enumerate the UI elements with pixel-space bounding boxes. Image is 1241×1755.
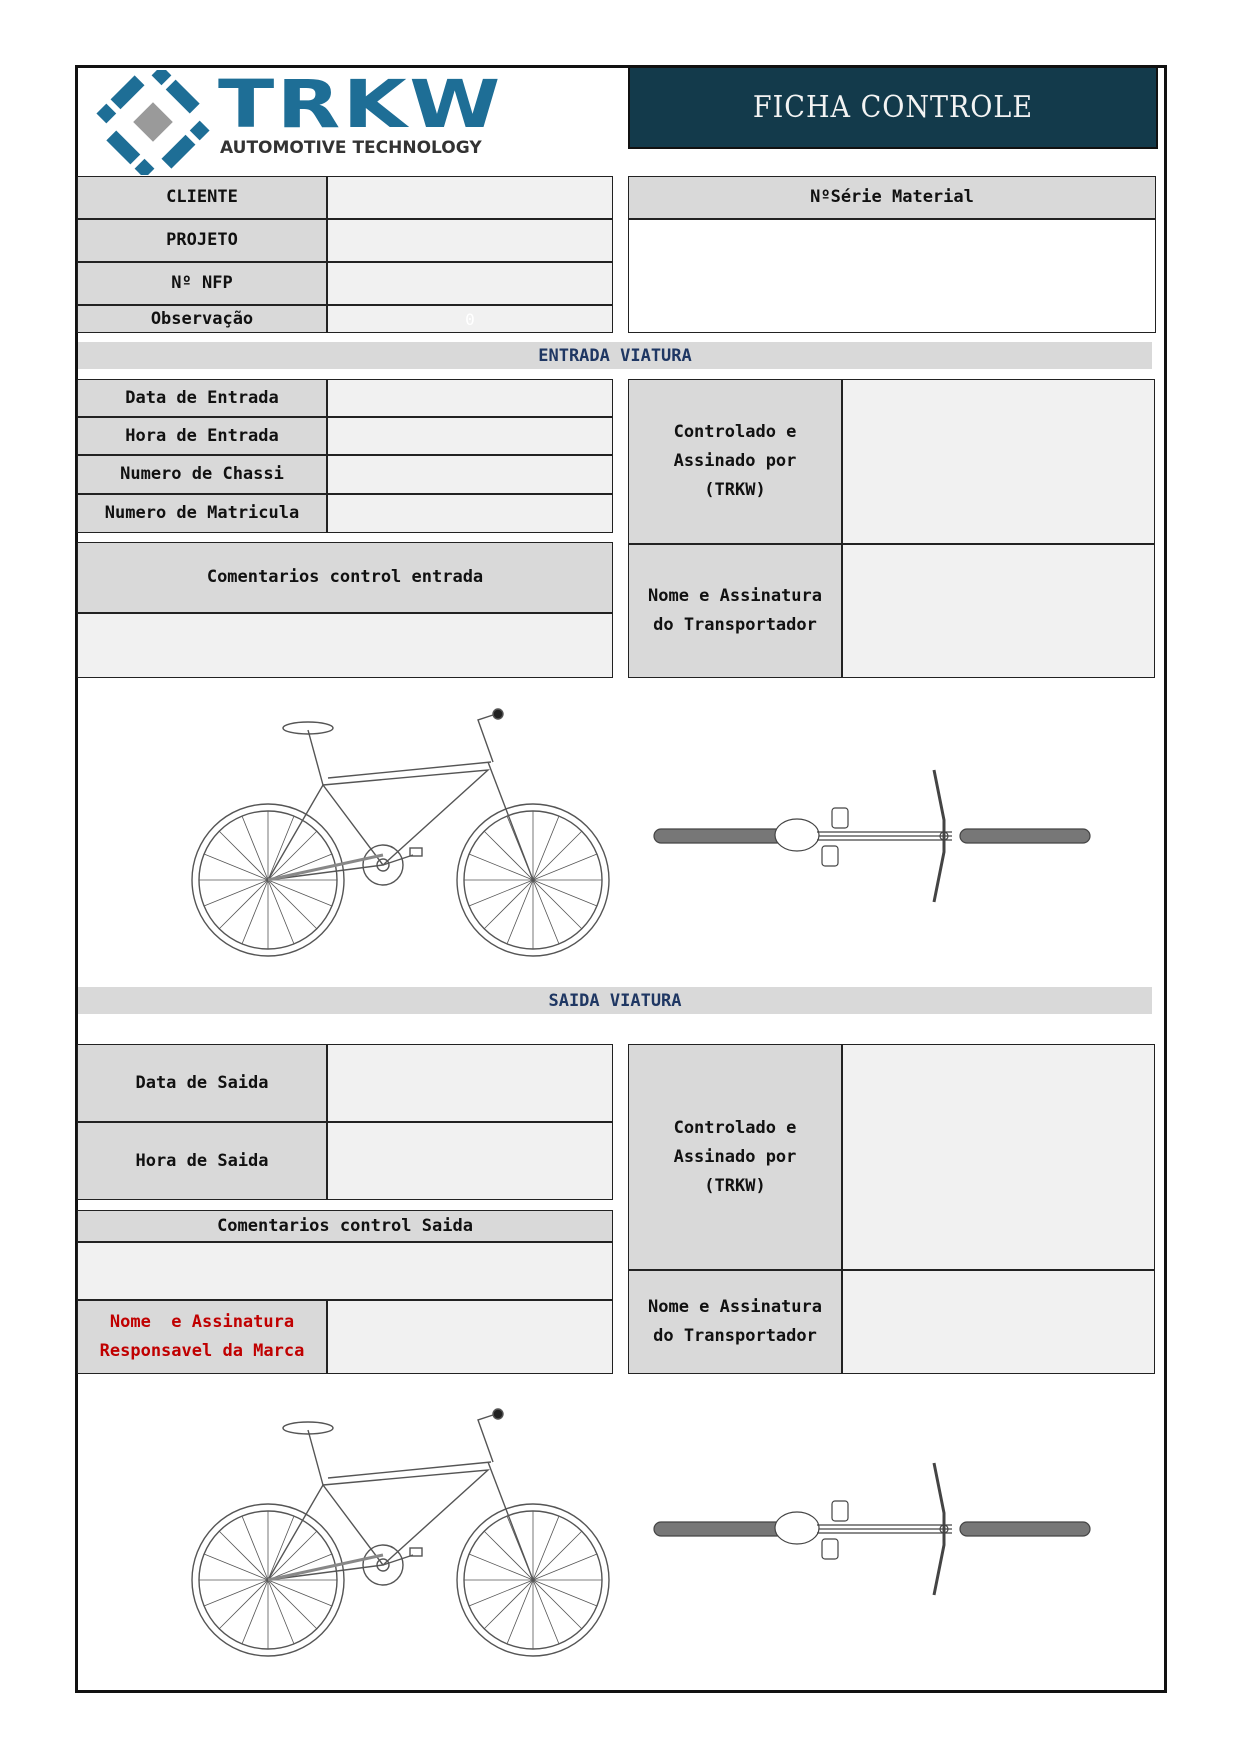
controlado-assinado-saida-field[interactable] <box>842 1044 1155 1270</box>
label-cliente: CLIENTE <box>77 176 327 219</box>
bicycle-top-icon <box>652 1453 1092 1603</box>
bicycle-side-icon <box>188 1400 618 1660</box>
section-heading-saida: SAIDA VIATURA <box>78 987 1152 1014</box>
serie-material-field[interactable] <box>628 219 1156 333</box>
responsavel-marca-field[interactable] <box>327 1300 613 1374</box>
label-line: (TRKW) <box>704 1175 766 1196</box>
label-comentarios-entrada: Comentarios control entrada <box>77 542 613 613</box>
observacao-field[interactable]: 0 <box>327 305 613 333</box>
label-line: Controlado e <box>673 1117 797 1138</box>
label-comentarios-saida: Comentarios control Saida <box>77 1210 613 1242</box>
bicycle-side-view-entrada <box>188 700 618 960</box>
label-line: Responsavel da Marca <box>99 1341 305 1361</box>
label-observacao: Observação <box>77 305 327 333</box>
nfp-field[interactable] <box>327 262 613 305</box>
logo-brand-text: TRKW <box>218 66 503 143</box>
label-numero-chassi: Numero de Chassi <box>77 455 327 494</box>
diamond-logo-icon <box>93 70 213 175</box>
page-title: FICHA CONTROLE <box>628 66 1158 149</box>
label-line: Nome e Assinatura <box>109 1312 295 1332</box>
label-data-entrada: Data de Entrada <box>77 379 327 417</box>
label-numero-matricula: Numero de Matricula <box>77 494 327 533</box>
bicycle-top-view-saida <box>652 1453 1092 1603</box>
label-line: Nome e Assinatura <box>648 1297 822 1317</box>
hora-entrada-field[interactable] <box>327 417 613 455</box>
label-transportador-entrada <box>628 544 842 678</box>
label-line: do Transportador <box>653 615 817 635</box>
data-saida-field[interactable] <box>327 1044 613 1122</box>
bicycle-side-icon <box>188 700 618 960</box>
transportador-saida-field[interactable] <box>842 1270 1155 1374</box>
data-entrada-field[interactable] <box>327 379 613 417</box>
label-projeto: PROJETO <box>77 219 327 262</box>
hora-saida-field[interactable] <box>327 1122 613 1200</box>
bicycle-top-icon <box>652 760 1092 910</box>
label-line: Assinado por <box>673 1146 797 1167</box>
section-heading-entrada: ENTRADA VIATURA <box>78 342 1152 369</box>
cliente-field[interactable] <box>327 176 613 219</box>
comentarios-saida-field[interactable] <box>77 1242 613 1300</box>
label-controlado-assinado-saida <box>628 1044 842 1270</box>
label-hora-entrada: Hora de Entrada <box>77 417 327 455</box>
label-transportador-saida <box>628 1270 842 1374</box>
comentarios-entrada-field[interactable] <box>77 613 613 678</box>
logo-tagline: AUTOMOTIVE TECHNOLOGY <box>220 138 482 158</box>
label-responsavel-marca <box>77 1300 327 1374</box>
projeto-field[interactable] <box>327 219 613 262</box>
label-nfp: Nº NFP <box>77 262 327 305</box>
label-line: do Transportador <box>653 1326 817 1346</box>
label-data-saida: Data de Saida <box>77 1044 327 1122</box>
label-line: (TRKW) <box>704 480 766 500</box>
numero-chassi-field[interactable] <box>327 455 613 494</box>
bicycle-top-view-entrada <box>652 760 1092 910</box>
controlado-assinado-entrada-field[interactable] <box>842 379 1155 544</box>
label-line: Controlado e <box>673 422 797 442</box>
bicycle-side-view-saida <box>188 1400 618 1660</box>
numero-matricula-field[interactable] <box>327 494 613 533</box>
label-line: Assinado por <box>673 451 797 471</box>
label-controlado-assinado-entrada <box>628 379 842 544</box>
company-logo <box>88 66 528 170</box>
label-line: Nome e Assinatura <box>648 586 822 606</box>
label-hora-saida: Hora de Saida <box>77 1122 327 1200</box>
transportador-entrada-field[interactable] <box>842 544 1155 678</box>
label-serie-material: NºSérie Material <box>628 176 1156 219</box>
